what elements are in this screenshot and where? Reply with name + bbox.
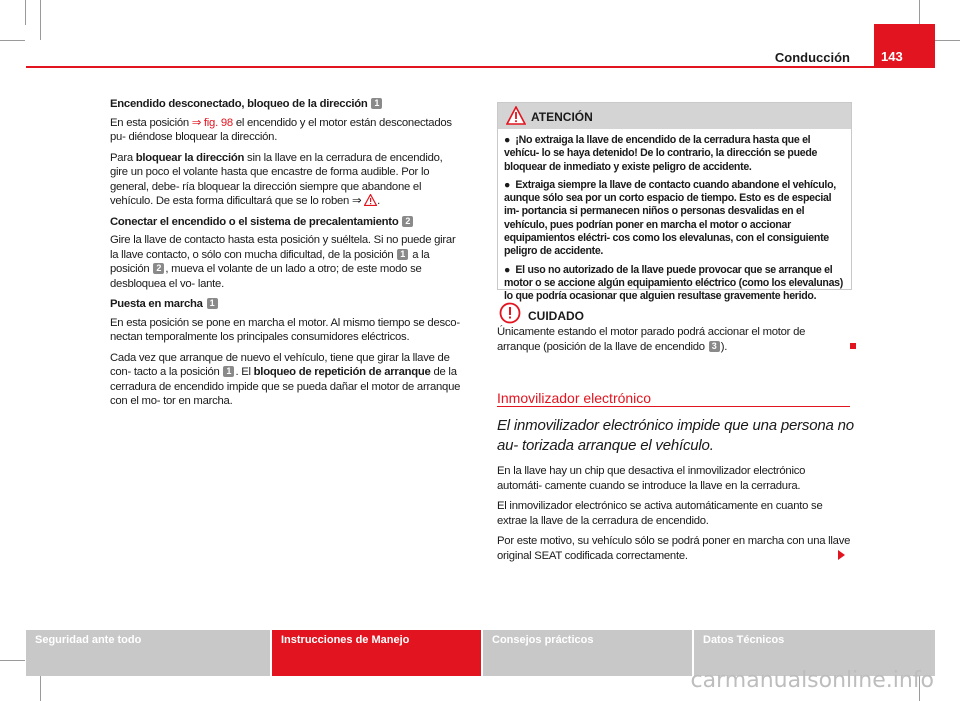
warning-item: ● ¡No extraiga la llave de encendido de la cerradura hasta que el vehícu- lo se haya detenido! De lo contrario, la dirección se puede bloquear de inmediato y existe peligro de accidente. (504, 134, 818, 173)
tab-instrucciones[interactable]: Instrucciones de Manejo (272, 630, 481, 676)
crop-mark (40, 676, 41, 701)
crop-mark (935, 40, 960, 41)
paragraph: Cada vez que arranque de nuevo el vehículo, tiene que girar la llave de con- tacto a la posición 1 . El bloqueo de repetición de arranque de la cerradura de encendido impide que se pueda dañar el motor de arranque con el mo- tor en marcha. (110, 351, 461, 407)
tab-seguridad[interactable]: Seguridad ante todo (26, 630, 270, 676)
paragraph: En esta posición ⇒ fig. 98 el encendido y el motor están desconectados pu- diéndose bloquear la dirección. (110, 116, 452, 143)
paragraph: Por este motivo, su vehículo sólo se podrá poner en marcha con una llave original SEAT codificada correctamente. (497, 535, 851, 562)
watermark: carmanualsonline.info (690, 668, 934, 693)
warning-item: ● El uso no autorizado de la llave puede provocar que se arranque el motor o se accione algún equipamiento eléctrico (como los elevalunas) lo que podría ocasionar que alguien resultase gravemente herido. (504, 263, 843, 303)
warning-title: ATENCIÓN (531, 110, 593, 124)
crop-mark (25, 0, 26, 25)
section-title: Inmovilizador electrónico (497, 390, 652, 406)
caution-text: Únicamente estando el motor parado podrá accionar el motor de arranque (posición de la llave de encendido 3 ). (497, 326, 806, 353)
section-body (497, 464, 852, 569)
section-end-mark (850, 343, 856, 349)
page-number: 143 (881, 49, 903, 64)
tab-datos[interactable]: Datos Técnicos (694, 630, 935, 676)
continue-arrow-icon (838, 550, 845, 560)
tab-consejos[interactable]: Consejos prácticos (483, 630, 692, 676)
warning-triangle-icon[interactable] (364, 194, 377, 206)
paragraph: En esta posición se pone en marcha el motor. Al mismo tiempo se desco- nectan temporalmente los principales consumidores eléctricos. (110, 316, 460, 343)
paragraph: El inmovilizador electrónico se activa automáticamente en cuanto se extrae la llave de la cerradura de encendido. (497, 500, 823, 527)
crop-mark (0, 40, 25, 41)
warning-body (498, 129, 851, 304)
position-badge: 2 (153, 263, 164, 274)
chapter-title: Conducción (774, 50, 850, 65)
crop-mark (40, 0, 41, 40)
warning-triangle-icon (506, 106, 526, 125)
figure-link[interactable]: ⇒ fig. 98 (191, 116, 233, 129)
header-rule (26, 66, 874, 68)
caution-icon (499, 302, 521, 324)
position-badge: 3 (709, 341, 720, 352)
subheading-start-engine: Puesta en marcha 1 (110, 297, 462, 312)
paragraph: En la llave hay un chip que desactiva el inmovilizador electrónico automáti- camente cuando se introduce la llave en la cerradura. (497, 465, 806, 492)
section-rule (497, 406, 850, 407)
caution-title: CUIDADO (528, 309, 584, 323)
subheading-ignition-on: Conectar el encendido o el sistema de precalentamiento 2 (110, 215, 462, 230)
bullet: ● (504, 263, 511, 276)
warning-item: ● Extraiga siempre la llave de contacto cuando abandone el vehículo, aunque sólo sea por un corto espacio de tiempo. Esto es de especial im- portancia si permanecen niños o personas desvalidas en el vehículo, pues podrían poner en marcha el motor o accionar equipamientos eléctri- cos como los elevalunas, con el consiguiente peligro de accidente. (504, 178, 836, 258)
crop-mark (0, 660, 25, 661)
position-badge: 1 (397, 249, 408, 260)
page-number-tab (874, 24, 935, 68)
position-badge: 1 (371, 98, 382, 109)
warning-header (498, 103, 851, 129)
bullet: ● (504, 134, 511, 146)
paragraph: Para bloquear la dirección sin la llave en la cerradura de encendido, gire un poco el volante hasta que encastre de forma audible. Por lo general, debe- ría bloquear la dirección siempre que abandone el vehículo. De esta forma dificultará que se lo roben ⇒ . (110, 151, 443, 207)
paragraph: Gire la llave de contacto hasta esta posición y suéltela. Si no puede girar la llave contacto, o sólo con mucha dificultad, de la posición 1 a la posición 2 , mueva el volante de un lado a otro; de este modo se desbloquea el vo- lante. (110, 234, 456, 290)
section-lead: El inmovilizador electrónico impide que una persona no au- torizada arranque el vehículo. (497, 417, 854, 454)
position-badge: 2 (402, 216, 413, 227)
position-badge: 1 (207, 298, 218, 309)
position-badge: 1 (223, 366, 234, 377)
warning-box (497, 102, 852, 303)
bullet: ● (504, 178, 511, 191)
left-column (110, 97, 462, 415)
subheading-steering-lock: Encendido desconectado, bloqueo de la dirección 1 (110, 97, 462, 112)
